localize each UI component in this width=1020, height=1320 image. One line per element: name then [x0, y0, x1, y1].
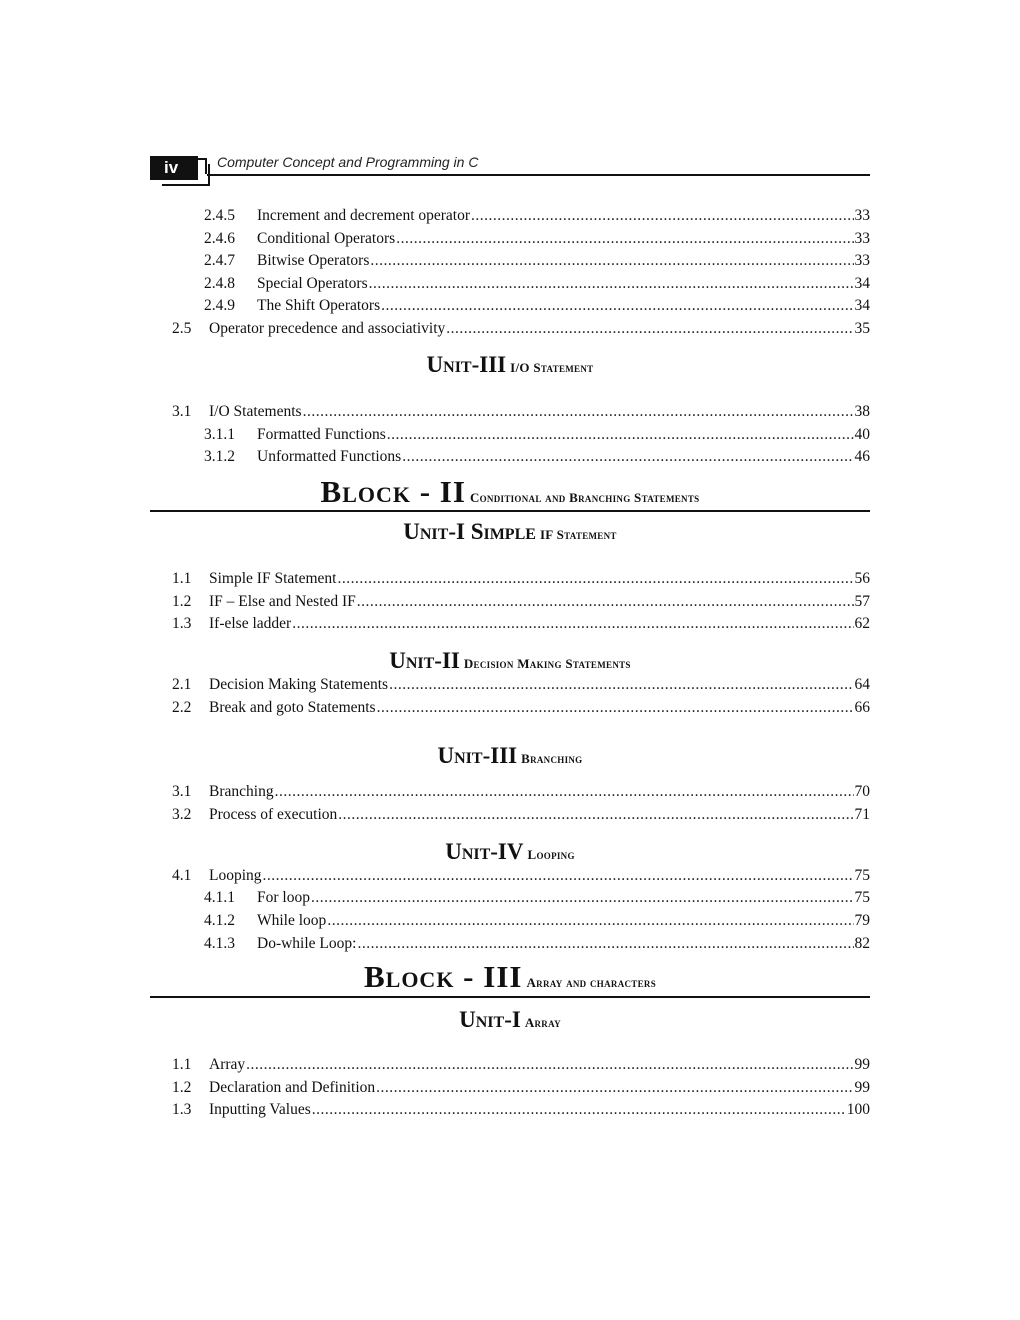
block-title: Conditional and Branching Statements [469, 490, 700, 505]
toc-entry[interactable] [204, 296, 870, 316]
dot-leader [369, 274, 854, 294]
entry-number: 2.5 [172, 320, 192, 337]
entry-page: 71 [854, 806, 870, 823]
toc-entry[interactable] [204, 911, 870, 931]
entry-title: Branching [209, 783, 274, 800]
dot-leader [377, 698, 854, 718]
entry-number: 2.4.7 [204, 252, 235, 269]
dot-leader [312, 1100, 846, 1120]
entry-number: 2.4.6 [204, 230, 235, 247]
entry-page: 33 [854, 230, 870, 247]
dot-leader [292, 614, 853, 634]
unit-title: I/O Statement [510, 360, 594, 375]
entry-title: For loop [257, 889, 310, 906]
entry-title: Simple IF Statement [209, 570, 337, 587]
entry-title: Increment and decrement operator [257, 207, 471, 224]
entry-number: 1.3 [172, 615, 192, 632]
toc-entry[interactable] [172, 805, 870, 825]
toc-entry[interactable] [204, 934, 870, 954]
toc-entry[interactable] [172, 319, 870, 339]
entry-title: Decision Making Statements [209, 676, 389, 693]
unit-title: Looping [527, 847, 575, 862]
unit-heading [150, 519, 870, 545]
toc-entry[interactable] [172, 569, 870, 589]
entry-title: Conditional Operators [257, 230, 396, 247]
unit-title: Branching [521, 751, 583, 766]
toc-entry[interactable] [204, 274, 870, 294]
entry-title: Bitwise Operators [257, 252, 370, 269]
header-rule [207, 174, 870, 176]
dot-leader [376, 1078, 853, 1098]
entry-number: 2.1 [172, 676, 192, 693]
block-heading [150, 474, 870, 510]
entry-page: 46 [854, 448, 870, 465]
unit-title: Array [524, 1015, 561, 1030]
entry-page: 34 [854, 297, 870, 314]
unit-label: Unit-III [426, 352, 507, 377]
entry-title: Break and goto Statements [209, 699, 376, 716]
dot-leader [337, 569, 853, 589]
toc-entry[interactable] [172, 402, 870, 422]
entry-title: Operator precedence and associativity [209, 320, 446, 337]
entry-title: Unformatted Functions [257, 448, 402, 465]
entry-title: IF – Else and Nested IF [209, 593, 356, 610]
dot-leader [303, 402, 854, 422]
entry-page: 35 [854, 320, 870, 337]
block-rule [150, 510, 870, 512]
entry-page: 34 [854, 275, 870, 292]
dot-leader [357, 592, 854, 612]
dot-leader [370, 251, 853, 271]
entry-title: While loop [257, 912, 327, 929]
entry-page: 64 [854, 676, 870, 693]
entry-title: Special Operators [257, 275, 368, 292]
dot-leader [338, 805, 853, 825]
toc-entry[interactable] [172, 1100, 870, 1120]
unit-heading [150, 1007, 870, 1033]
entry-page: 56 [854, 570, 870, 587]
entry-number: 1.2 [172, 1079, 192, 1096]
dot-leader [387, 425, 854, 445]
dot-leader [263, 866, 854, 886]
entry-title: Inputting Values [209, 1101, 311, 1118]
entry-title: If-else ladder [209, 615, 292, 632]
entry-number: 4.1.2 [204, 912, 235, 929]
dot-leader [381, 296, 853, 316]
unit-heading [150, 743, 870, 769]
unit-label: Unit-III [437, 743, 518, 768]
entry-number: 2.4.5 [204, 207, 235, 224]
header-divider [198, 158, 207, 174]
dot-leader [389, 675, 853, 695]
entry-number: 4.1.1 [204, 889, 235, 906]
toc-entry[interactable] [204, 447, 870, 467]
block-rule [150, 996, 870, 998]
entry-page: 82 [854, 935, 870, 952]
toc-entry[interactable] [172, 614, 870, 634]
unit-label: Unit-IV [445, 839, 524, 864]
block-heading [150, 959, 870, 995]
entry-number: 4.1 [172, 867, 192, 884]
entry-number: 3.1 [172, 403, 192, 420]
entry-page: 38 [854, 403, 870, 420]
toc-entry[interactable] [204, 206, 870, 226]
block-label: Block - II [320, 474, 466, 509]
entry-page: 99 [854, 1056, 870, 1073]
page-number: iv [150, 156, 198, 180]
toc-entry[interactable] [172, 698, 870, 718]
dot-leader [446, 319, 853, 339]
block-title: Array and characters [526, 975, 657, 990]
toc-entry[interactable] [204, 251, 870, 271]
entry-page: 57 [854, 593, 870, 610]
unit-heading [150, 648, 870, 674]
entry-title: Looping [209, 867, 262, 884]
dot-leader [327, 911, 853, 931]
entry-number: 2.4.9 [204, 297, 235, 314]
entry-title: I/O Statements [209, 403, 302, 420]
entry-number: 3.1 [172, 783, 192, 800]
toc-entry[interactable] [204, 425, 870, 445]
toc-entry[interactable] [204, 888, 870, 908]
entry-number: 3.2 [172, 806, 192, 823]
entry-title: Declaration and Definition [209, 1079, 376, 1096]
entry-title: Do-while Loop: [257, 935, 357, 952]
entry-number: 1.1 [172, 1056, 192, 1073]
entry-page: 99 [854, 1079, 870, 1096]
dot-leader [311, 888, 854, 908]
unit-title: IF Statement [539, 527, 617, 542]
book-title: Computer Concept and Programming in C [217, 154, 479, 170]
toc-entry[interactable] [172, 1078, 870, 1098]
toc-entry[interactable] [172, 782, 870, 802]
unit-label: Unit-I Simple [403, 519, 536, 544]
entry-page: 75 [854, 867, 870, 884]
entry-page: 33 [854, 252, 870, 269]
unit-label: Unit-II [389, 648, 460, 673]
dot-leader [471, 206, 853, 226]
toc-entry[interactable] [172, 675, 870, 695]
entry-page: 40 [854, 426, 870, 443]
entry-number: 3.1.2 [204, 448, 235, 465]
unit-label: Unit-I [459, 1007, 521, 1032]
entry-number: 2.4.8 [204, 275, 235, 292]
dot-leader [396, 229, 853, 249]
dot-leader [246, 1055, 853, 1075]
entry-title: The Shift Operators [257, 297, 381, 314]
toc-entry[interactable] [172, 1055, 870, 1075]
entry-page: 79 [854, 912, 870, 929]
page-header [150, 152, 870, 192]
entry-number: 3.1.1 [204, 426, 235, 443]
entry-number: 4.1.3 [204, 935, 235, 952]
unit-title: Decision Making Statements [463, 656, 631, 671]
entry-number: 1.3 [172, 1101, 192, 1118]
toc-entry[interactable] [172, 866, 870, 886]
toc-entry[interactable] [204, 229, 870, 249]
dot-leader [357, 934, 853, 954]
entry-number: 2.2 [172, 699, 192, 716]
entry-page: 100 [846, 1101, 870, 1118]
unit-heading [150, 839, 870, 865]
entry-page: 75 [854, 889, 870, 906]
unit-heading [150, 352, 870, 378]
dot-leader [275, 782, 854, 802]
toc-entry[interactable] [172, 592, 870, 612]
entry-title: Array [209, 1056, 246, 1073]
entry-page: 66 [854, 699, 870, 716]
entry-page: 70 [854, 783, 870, 800]
entry-page: 33 [854, 207, 870, 224]
dot-leader [402, 447, 853, 467]
block-label: Block - III [363, 959, 523, 994]
entry-title: Formatted Functions [257, 426, 386, 443]
entry-page: 62 [854, 615, 870, 632]
entry-title: Process of execution [209, 806, 338, 823]
entry-number: 1.2 [172, 593, 192, 610]
entry-number: 1.1 [172, 570, 192, 587]
